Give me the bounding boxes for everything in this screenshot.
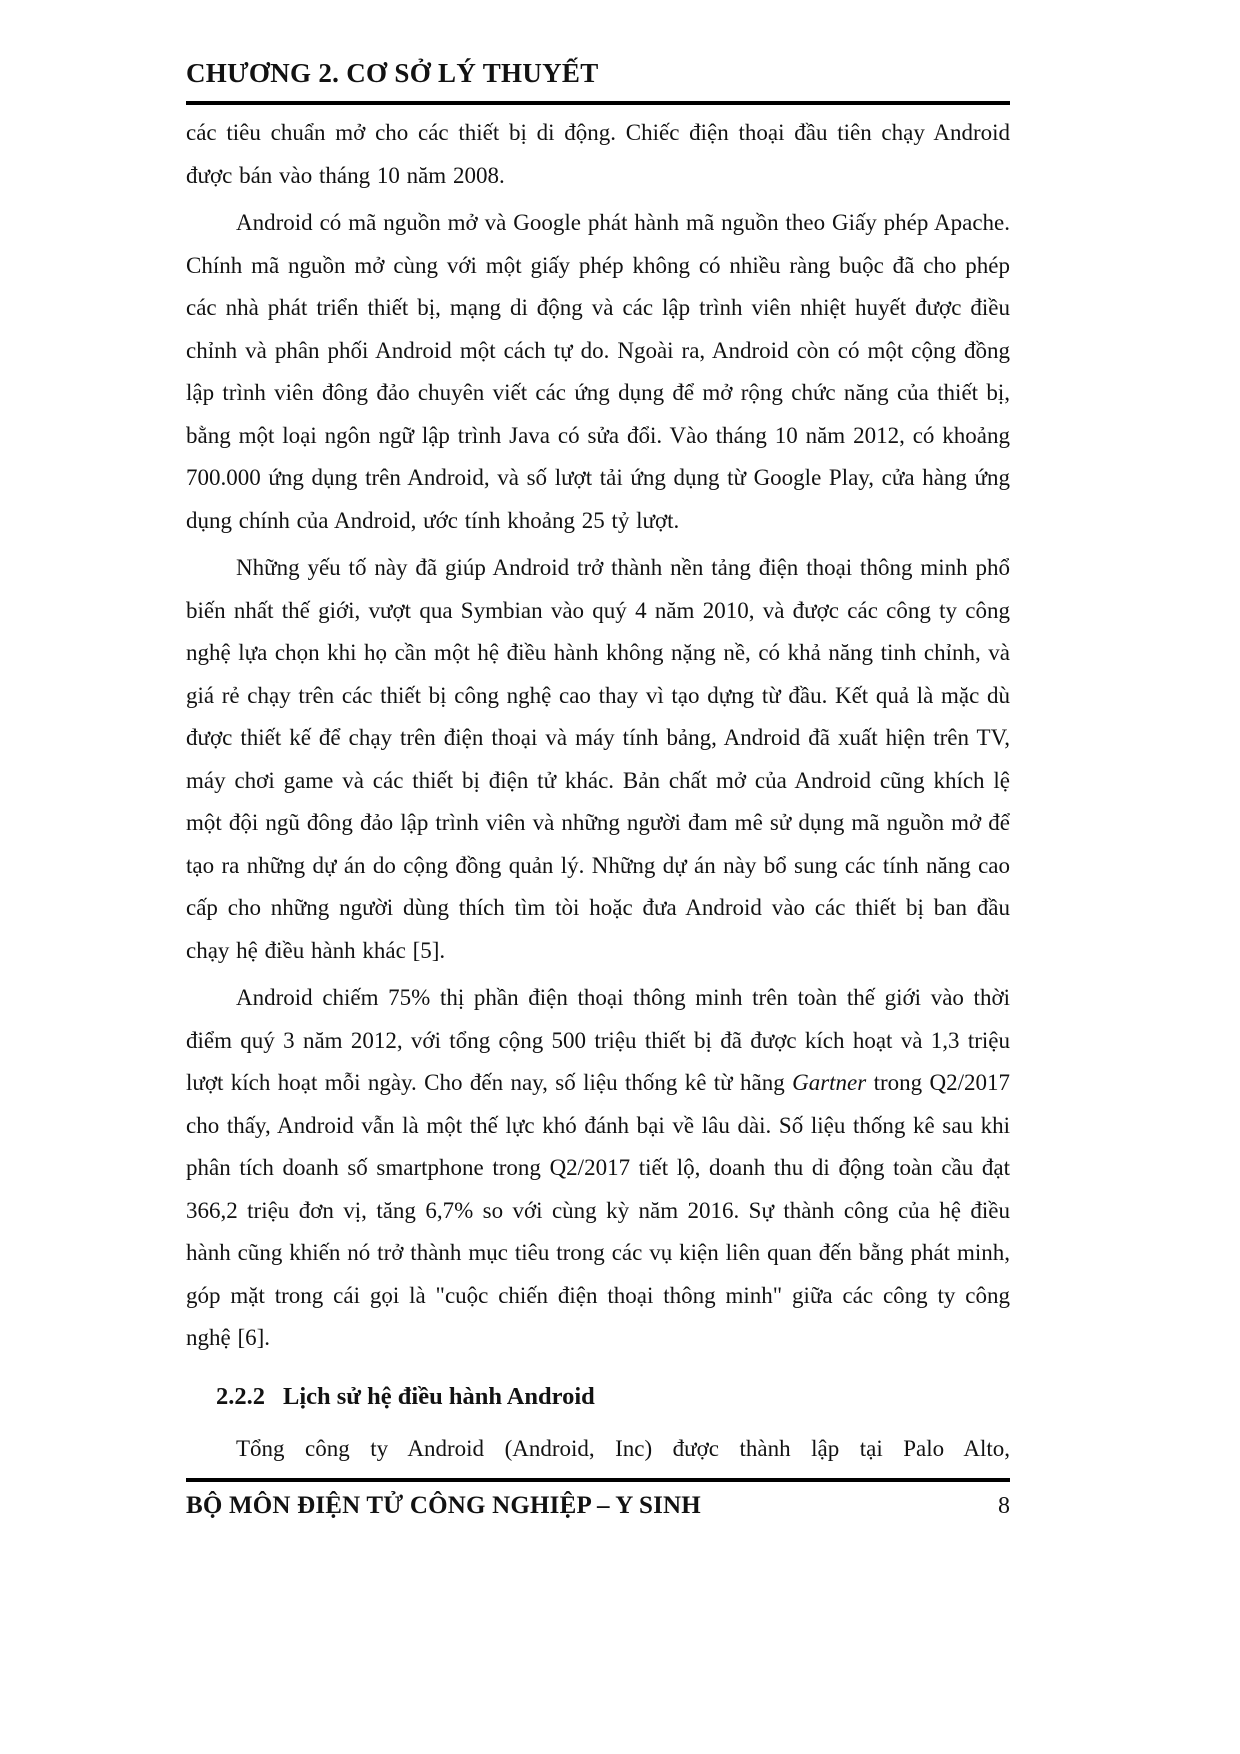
page-number: 8 [998,1493,1010,1519]
paragraph-market-share-text-1: Android chiếm 75% thị phần điện thoại thông minh trên toàn thế giới vào thời điểm quý 3 năm 2012, với tổng cộng 500 triệu thiết bị đã được kích hoạt và 1,3 triệu lượt kích hoạt mỗi ngày. Cho đến nay, số liệu thống kê từ hãng [186,985,1010,1095]
paragraph-open-source: Android có mã nguồn mở và Google phát hành mã nguồn theo Giấy phép Apache. Chính mã nguồn mở cùng với một giấy phép không có nhiều ràng buộc đã cho phép các nhà phát triển thiết bị, mạng di động và các lập trình viên nhiệt huyết được điều chỉnh và phân phối Android một cách tự do. Ngoài ra, Android còn có một cộng đồng lập trình viên đông đảo chuyên viết các ứng dụng để mở rộng chức năng của thiết bị, bằng một loại ngôn ngữ lập trình Java có sửa đổi. Vào tháng 10 năm 2012, có khoảng 700.000 ứng dụng trên Android, và số lượt tải ứng dụng từ Google Play, cửa hàng ứng dụng chính của Android, ước tính khoảng 25 tỷ lượt. [186,210,1010,533]
page-footer [186,1478,1010,1520]
page-body [186,112,1010,1475]
paragraph-platform-popularity: Những yếu tố này đã giúp Android trở thành nền tảng điện thoại thông minh phổ biến nhất thế giới, vượt qua Symbian vào quý 4 năm 2010, và được các công ty công nghệ lựa chọn khi họ cần một hệ điều hành không nặng nề, có khả năng tinh chỉnh, và giá rẻ chạy trên các thiết bị công nghệ cao thay vì tạo dựng từ đầu. Kết quả là mặc dù được thiết kế để chạy trên điện thoại và máy tính bảng, Android đã xuất hiện trên TV, máy chơi game và các thiết bị điện tử khác. Bản chất mở của Android cũng khích lệ một đội ngũ đông đảo lập trình viên và những người đam mê sử dụng mã nguồn mở để tạo ra những dự án do cộng đồng quản lý. Những dự án này bổ sung các tính năng cao cấp cho những người dùng thích tìm tòi hoặc đưa Android vào các thiết bị ban đầu chạy hệ điều hành khác [5]. [186,555,1010,963]
page-header [186,58,1010,105]
department-label: BỘ MÔN ĐIỆN TỬ CÔNG NGHIỆP – Y SINH [186,1492,701,1519]
section-heading [216,1376,1010,1418]
section-heading-title: Lịch sử hệ điều hành Android [283,1382,595,1410]
paragraph-continuation: các tiêu chuẩn mở cho các thiết bị di động. Chiếc điện thoại đầu tiên chạy Android được bán vào tháng 10 năm 2008. [186,120,1010,188]
paragraph-market-share [186,977,1010,1360]
section-heading-number: 2.2.2 [216,1382,265,1410]
paragraph-market-share-text-2: trong Q2/2017 cho thấy, Android vẫn là một thế lực khó đánh bại về lâu dài. Số liệu thống kê sau khi phân tích doanh số smartphone trong Q2/2017 tiết lộ, doanh thu di động toàn cầu đạt 366,2 triệu đơn vị, tăng 6,7% so với cùng kỳ năm 2016. Sự thành công của hệ điều hành cũng khiến nó trở thành mục tiêu trong các vụ kiện liên quan đến bằng phát minh, góp mặt trong cái gọi là "cuộc chiến điện thoại thông minh" giữa các công ty công nghệ [6]. [186,1070,1010,1350]
paragraph-android-inc: Tổng công ty Android (Android, Inc) được thành lập tại Palo Alto, [236,1435,1010,1461]
paragraph-market-share-italic: Gartner [792,1070,867,1095]
chapter-title: CHƯƠNG 2. CƠ SỞ LÝ THUYẾT [186,58,599,88]
